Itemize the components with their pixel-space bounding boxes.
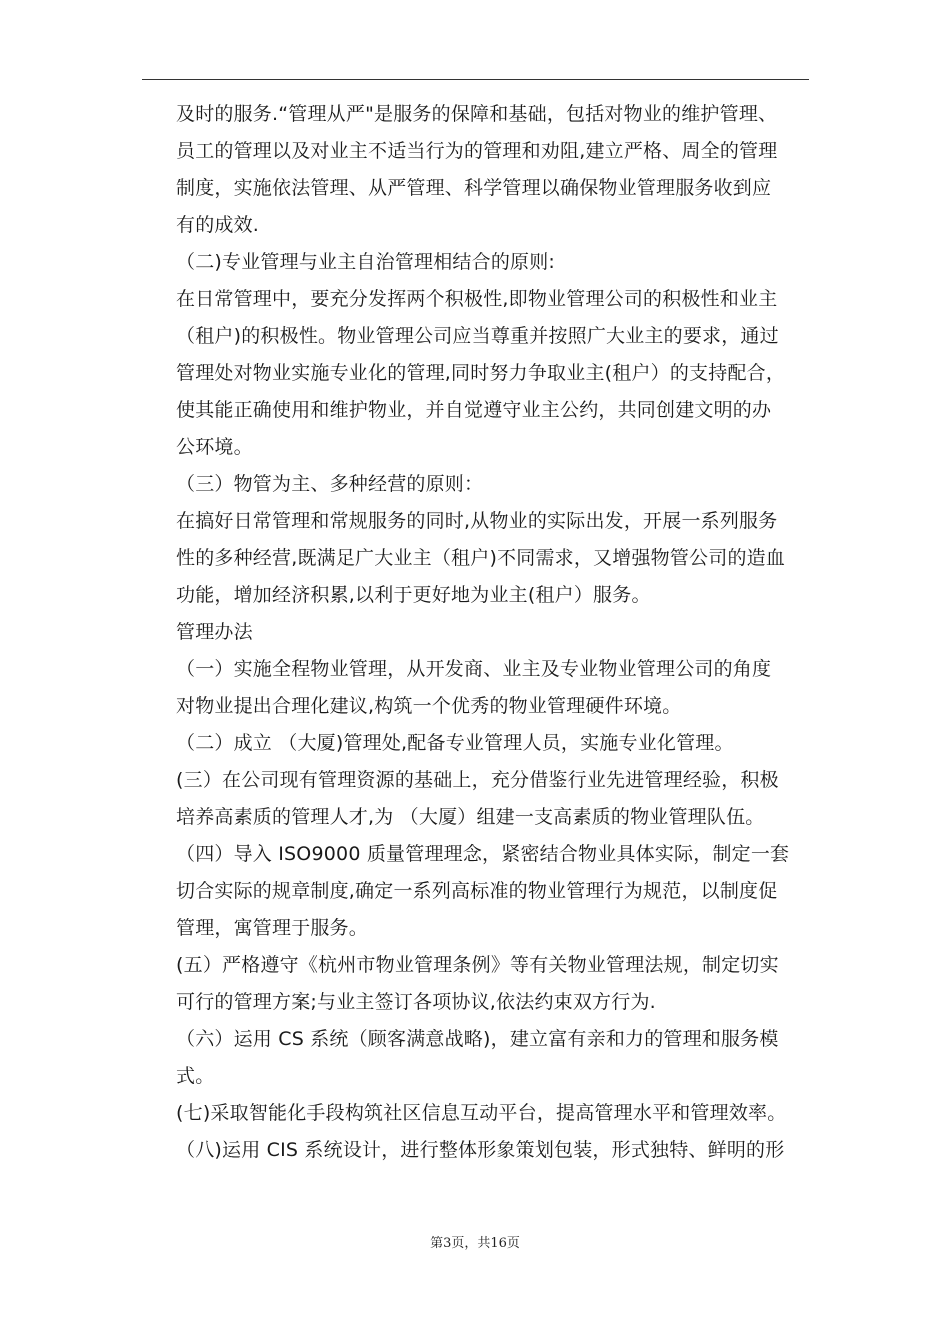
text-line: 功能，增加经济积累,以利于更好地为业主(租户）服务。 [176, 584, 651, 606]
text-line: （八)运用 CIS 系统设计，进行整体形象策划包装，形式独特、鲜明的形 [176, 1139, 785, 1161]
section-heading: （三）物管为主、多种经营的原则： [176, 473, 484, 495]
text-line: （租户)的积极性。物业管理公司应当尊重并按照广大业主的要求，通过 [176, 325, 779, 347]
text-line: 员工的管理以及对业主不适当行为的管理和劝阻,建立严格、周全的管理 [176, 140, 778, 162]
text-line: (五）严格遵守《杭州市物业管理条例》等有关物业管理法规，制定切实 [176, 954, 779, 976]
text-line: (七)采取智能化手段构筑社区信息互动平台，提高管理水平和管理效率。 [176, 1102, 787, 1124]
text-line: 在搞好日常管理和常规服务的同时,从物业的实际出发，开展一系列服务 [176, 510, 778, 532]
page-number: 第3页，共16页 [430, 1236, 520, 1251]
section-heading: 管理办法 [176, 621, 253, 643]
text-line: （六）运用 CS 系统（顾客满意战略)，建立富有亲和力的管理和服务模 [176, 1028, 779, 1050]
document-body [176, 96, 790, 1169]
text-line: 培养高素质的管理人才,为 （大厦）组建一支高素质的物业管理队伍。 [176, 806, 765, 828]
text-line: (三）在公司现有管理资源的基础上，充分借鉴行业先进管理经验，积极 [176, 769, 779, 791]
section-heading: （二)专业管理与业主自治管理相结合的原则: [176, 251, 556, 273]
text-line: 公环境。 [176, 436, 253, 458]
text-line: 制度，实施依法管理、从严管理、科学管理以确保物业管理服务收到应 [176, 177, 772, 199]
text-line: （二）成立 （大厦)管理处,配备专业管理人员，实施专业化管理。 [176, 732, 734, 754]
text-line: 式。 [176, 1065, 215, 1087]
text-line: 有的成效. [176, 214, 260, 236]
header-rule [142, 79, 809, 80]
text-line: （四）导入 ISO9000 质量管理理念，紧密结合物业具体实际，制定一套 [176, 843, 790, 865]
text-line: 使其能正确使用和维护物业，并自觉遵守业主公约，共同创建文明的办 [176, 399, 772, 421]
text-line: 及时的服务.“管理从严"是服务的保障和基础，包括对物业的维护管理、 [176, 103, 778, 125]
text-line: 可行的管理方案;与业主签订各项协议,依法约束双方行为. [176, 991, 656, 1013]
text-line: 对物业提出合理化建议,构筑一个优秀的物业管理硬件环境。 [176, 695, 682, 717]
text-line: （一）实施全程物业管理，从开发商、业主及专业物业管理公司的角度 [176, 658, 772, 680]
text-line: 管理处对物业实施专业化的管理,同时努力争取业主(租户）的支持配合， [176, 362, 786, 384]
text-line: 性的多种经营,既满足广大业主（租户)不同需求，又增强物管公司的造血 [176, 547, 786, 569]
text-line: 管理，寓管理于服务。 [176, 917, 369, 939]
text-line: 在日常管理中，要充分发挥两个积极性,即物业管理公司的积极性和业主 [176, 288, 778, 310]
text-line: 切合实际的规章制度,确定一系列高标准的物业管理行为规范，以制度促 [176, 880, 778, 902]
